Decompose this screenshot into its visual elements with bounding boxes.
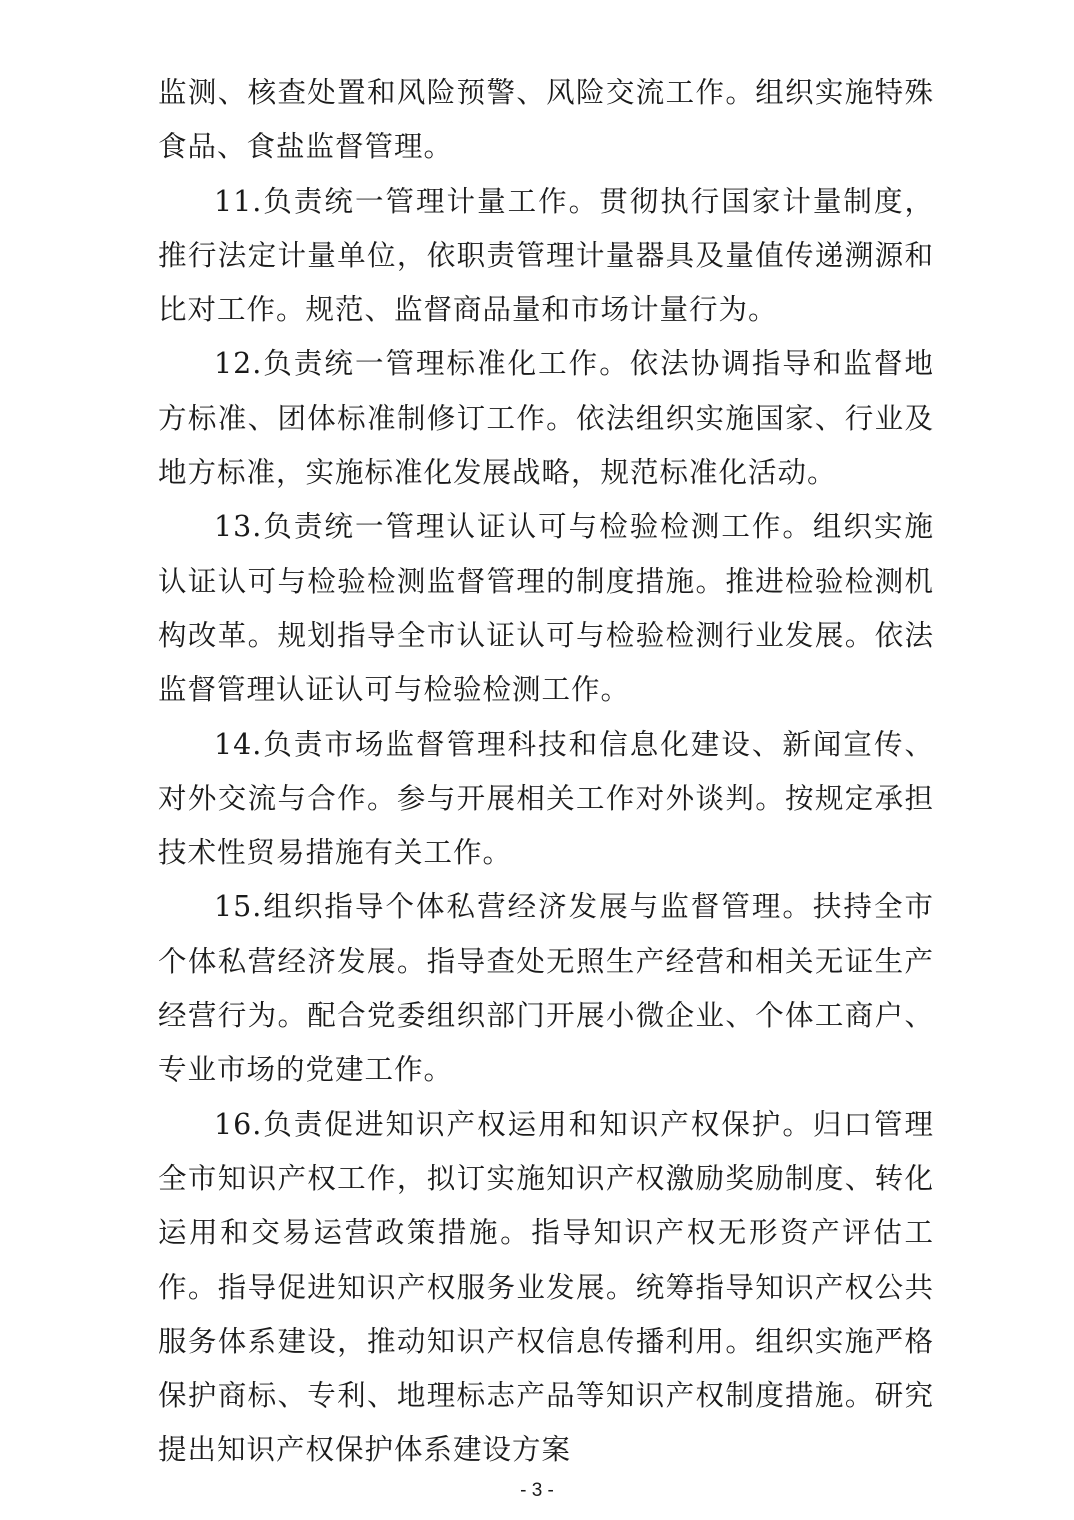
paragraph-item-15: 15.组织指导个体私营经济发展与监督管理。扶持全市个体私营经济发展。指导查处无照生产经营和相关无证生产经营行为。配合党委组织部门开展小微企业、个体工商户、专业市场的党建工作。 — [158, 890, 934, 1087]
paragraph-item-11: 11.负责统一管理计量工作。贯彻执行国家计量制度，推行法定计量单位，依职责管理计量器具及量值传递溯源和比对工作。规范、监督商品量和市场计量行为。 — [158, 184, 934, 327]
document-body — [158, 66, 934, 1478]
paragraph-item-14: 14.负责市场监督管理科技和信息化建设、新闻宣传、对外交流与合作。参与开展相关工作对外谈判。按规定承担技术性贸易措施有关工作。 — [158, 727, 934, 870]
paragraph-item-12: 12.负责统一管理标准化工作。依法协调指导和监督地方标准、团体标准制修订工作。依法组织实施国家、行业及地方标准，实施标准化发展战略，规范标准化活动。 — [158, 347, 934, 490]
paragraph-item-16: 16.负责促进知识产权运用和知识产权保护。归口管理全市知识产权工作，拟订实施知识产权激励奖励制度、转化运用和交易运营政策措施。指导知识产权无形资产评估工作。指导促进知识产权服务业发展。统筹指导知识产权公共服务体系建设，推动知识产权信息传播利用。组织实施严格保护商标、专利、地理标志产品等知识产权制度措施。研究提出知识产权保护体系建设方案 — [158, 1107, 934, 1467]
paragraph-item-13: 13.负责统一管理认证认可与检验检测工作。组织实施认证认可与检验检测监督管理的制度措施。推进检验检测机构改革。规划指导全市认证认可与检验检测行业发展。依法监督管理认证认可与检验检测工作。 — [158, 510, 934, 707]
paragraph-continuation: 监测、核查处置和风险预警、风险交流工作。组织实施特殊食品、食盐监督管理。 — [158, 76, 934, 164]
page-number: - 3 - — [520, 1480, 554, 1501]
